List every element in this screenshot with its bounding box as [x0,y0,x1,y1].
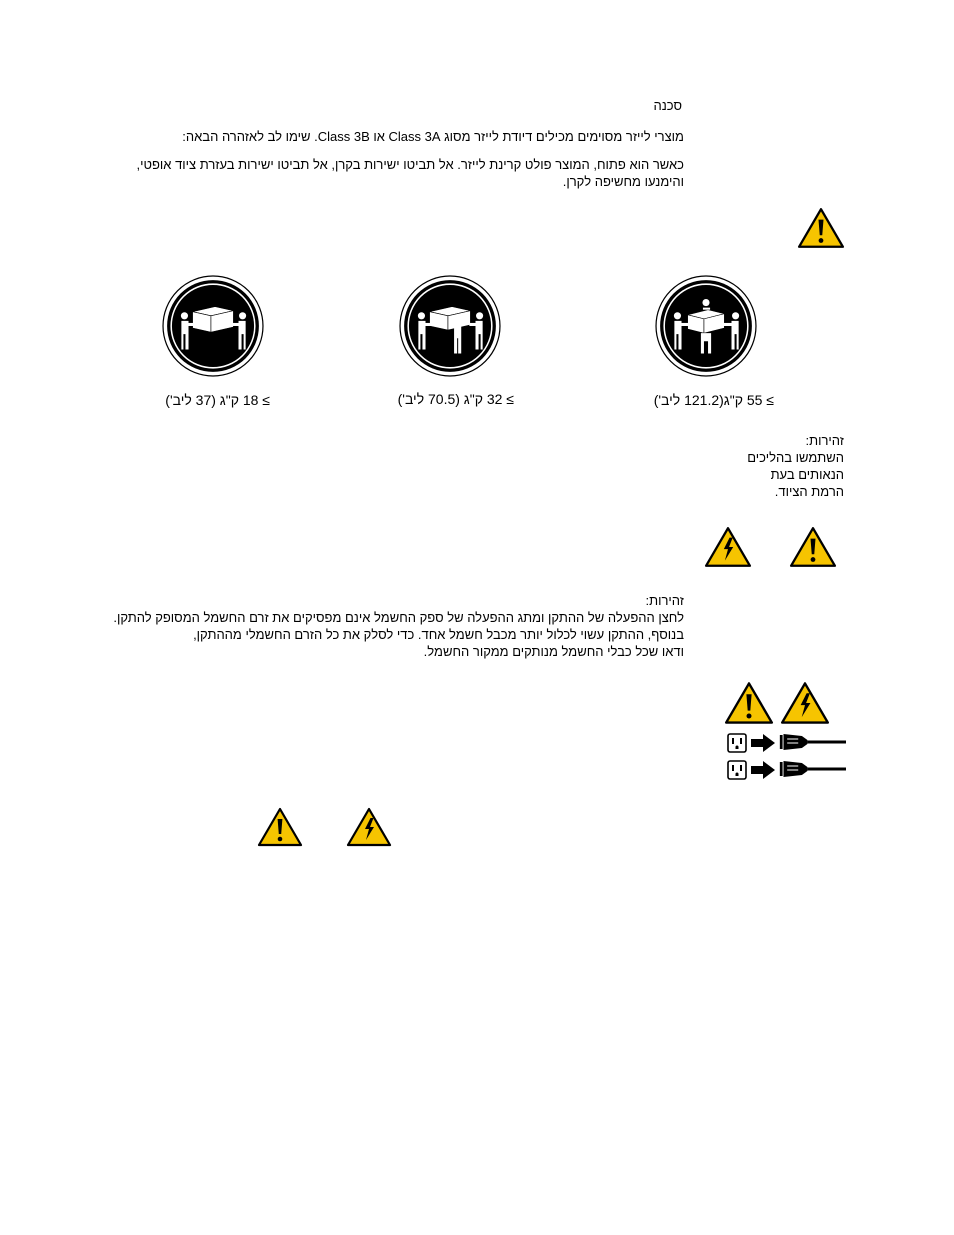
caution-triangle-icon [789,526,837,568]
arrow-right-icon [750,733,776,753]
high-voltage-icon [780,681,830,725]
lifting-caution-line-2: הנאותים בעת [770,467,844,482]
power-caution-line-2: בנוסף, ההתקן עשוי לכלול יותר מכבל חשמל אחד. כדי לסלק את כל הזרם החשמלי מההתקן, [193,627,684,642]
weight-label-32kg: ≥ 32 ק"ג (70.5 ליב') [397,391,514,407]
power-plug-icon [778,732,846,752]
lifting-caution-heading: זהירות: [805,433,844,448]
lift-two-person-icon [161,275,265,377]
high-voltage-icon [346,806,392,848]
lift-three-person-icon [398,275,502,377]
high-voltage-icon [704,526,752,568]
power-outlet-icon [727,760,747,780]
caution-triangle-icon [257,806,303,848]
power-caution-text [113,592,684,660]
caution-triangle-icon [797,207,845,249]
power-caution-heading: זהירות: [645,593,684,608]
weight-label-18kg: ≥ 18 ק"ג (37 ליב') [165,392,270,408]
laser-exposure-line-1: כאשר הוא פתוח, המוצר פולט קרינת לייזר. אל תביטו ישירות בקרן, אל תביטו ישירות בעזרת ציוד אופטי, [136,157,684,172]
lifting-caution-line-1: השתמשו בהליכים [747,450,844,465]
caution-triangle-icon [724,681,774,725]
power-plug-icon [778,759,846,779]
arrow-right-icon [750,760,776,780]
laser-warning-text [182,128,684,145]
power-caution-line-3: ודאו שכל כבלי החשמל מנותקים ממקור החשמל. [423,644,684,659]
lifting-caution-line-3: הרמת הציוד. [774,484,844,499]
laser-warning-line: מוצרי לייזר מסוימים מכילים דיודת לייזר מסוג Class 3A או Class 3B. שימו לב לאזהרה הבאה: [182,129,684,144]
power-outlet-icon [727,733,747,753]
laser-exposure-line-2: והימנעו מחשיפה לקרן. [562,174,684,189]
weight-label-55kg: ≥ 55 ק"ג(121.2 ליב') [653,392,774,408]
laser-exposure-text [137,156,684,190]
lift-three-person-icon [654,275,758,377]
lifting-caution-text [747,432,844,500]
danger-heading: סכנה [653,98,682,113]
power-caution-line-1: לחצן ההפעלה של ההתקן ומתג ההפעלה של ספק החשמל אינם מפסיקים את זרם החשמל המסופק להתקן. [113,610,684,625]
